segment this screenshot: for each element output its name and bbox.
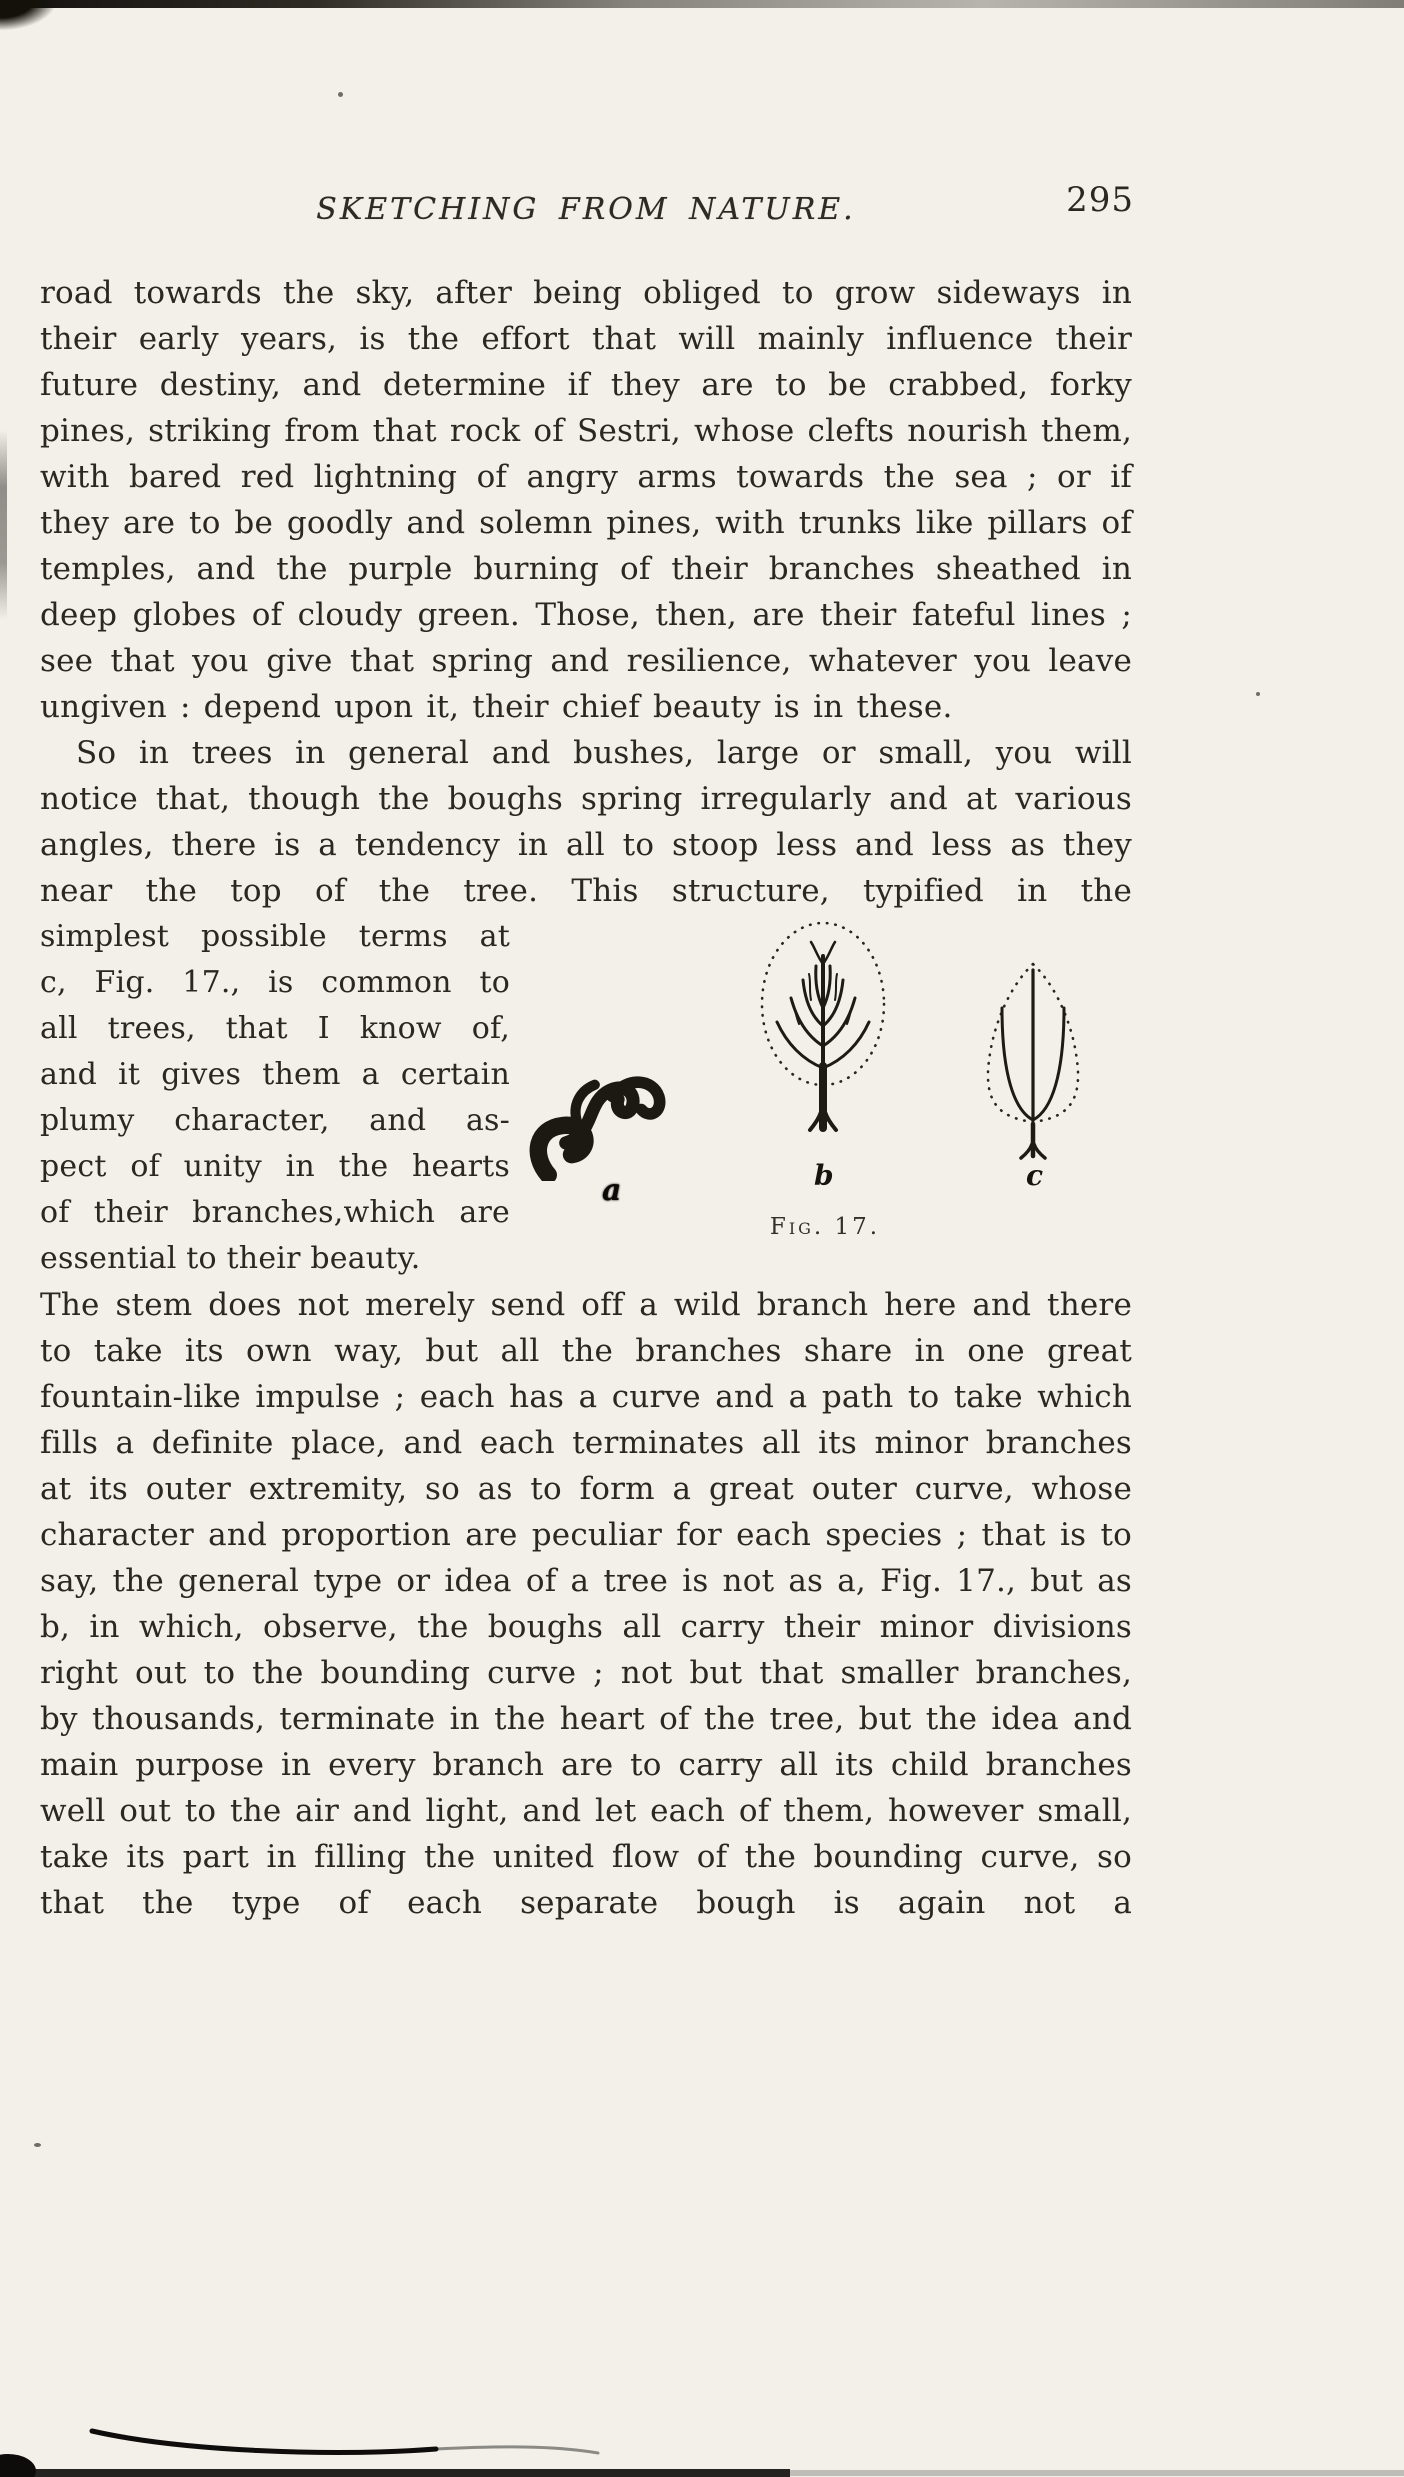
- wrapped-line: pect of unity in the hearts: [40, 1149, 510, 1184]
- figure-caption: Fig. 17.: [769, 1214, 881, 1240]
- paragraph-two-intro: So in trees in general and bushes, large or small, you will notice that, though the boughs spring irregularly and at various angles, there is a tendency in all to stoop less and less as they near the top of the tree. This structure, typified in the: [40, 735, 1132, 909]
- figure-17: [510, 914, 1132, 1282]
- sketch-a-gnarled-branch: [525, 1006, 685, 1181]
- wrapped-line: and it gives them a certain: [40, 1057, 510, 1092]
- wrapped-line: of their branches,which are: [40, 1195, 510, 1230]
- figure-wrap-row: [40, 914, 1132, 1282]
- page-header: [40, 180, 1134, 240]
- figure-label-c: c: [1026, 1159, 1044, 1192]
- wrapped-line: simplest possible terms at: [40, 919, 510, 954]
- running-title: SKETCHING FROM NATURE.: [316, 192, 856, 227]
- figure-label-a: a: [602, 1173, 622, 1208]
- wrapped-text-column: [40, 914, 510, 1282]
- page-number: 295: [1066, 180, 1134, 220]
- paragraph-three: The stem does not merely send off a wild branch here and there to take its own way, but all the branches share in one great fountain-like impulse ; each has a curve and a path to take which fills a definite place, and each terminates all its minor branches at its outer extremity, so as to form a great outer curve, whose character and proportion are peculiar for each species ; that is to say, the general type or idea of a tree is not as a, Fig. 17., but as b, in which, observe, the boughs all carry their minor divisions right out to the bounding curve ; not but that smaller branches, by thousands, terminate in the heart of the tree, but the idea and main purpose in every branch are to carry all its child branches well out to the air and light, and let each of them, however small, take its part in filling the united flow of the bounding curve, so that the type of each separate bough is again not a: [40, 1287, 1132, 1921]
- wrapped-line: c, Fig. 17., is common to: [40, 965, 510, 1000]
- paragraph-continuation: road towards the sky, after being obliged to grow sideways in their early years, is the effort that will mainly influence their future destiny, and determine if they are to be crabbed, forky pines, striking from that rock of Sestri, whose clefts nourish them, with bared red lightning of angry arms towards the sea ; or if they are to be goodly and solemn pines, with trunks like pillars of temples, and the purple burning of their branches sheathed in deep globes of cloudy green. Those, then, are their fateful lines ; see that you give that spring and resilience, whatever you leave ungiven : depend upon it, their chief beauty is in these.: [40, 275, 1132, 725]
- wrapped-line: essential to their beauty.: [40, 1241, 421, 1276]
- wrapped-line: plumy character, and as-: [40, 1103, 510, 1138]
- text-block: [40, 0, 1132, 1926]
- ink-speck: [34, 2143, 41, 2147]
- scan-edge-left-smudge: [0, 430, 7, 620]
- wrapped-line: all trees, that I know of,: [40, 1011, 510, 1046]
- figure-label-b: b: [814, 1159, 834, 1192]
- scan-edge-bottom: [0, 2405, 1404, 2477]
- ink-speck: [1256, 692, 1260, 696]
- sketch-c-fountain-structure: [968, 954, 1098, 1169]
- sketch-b-oval-tree: [753, 916, 893, 1161]
